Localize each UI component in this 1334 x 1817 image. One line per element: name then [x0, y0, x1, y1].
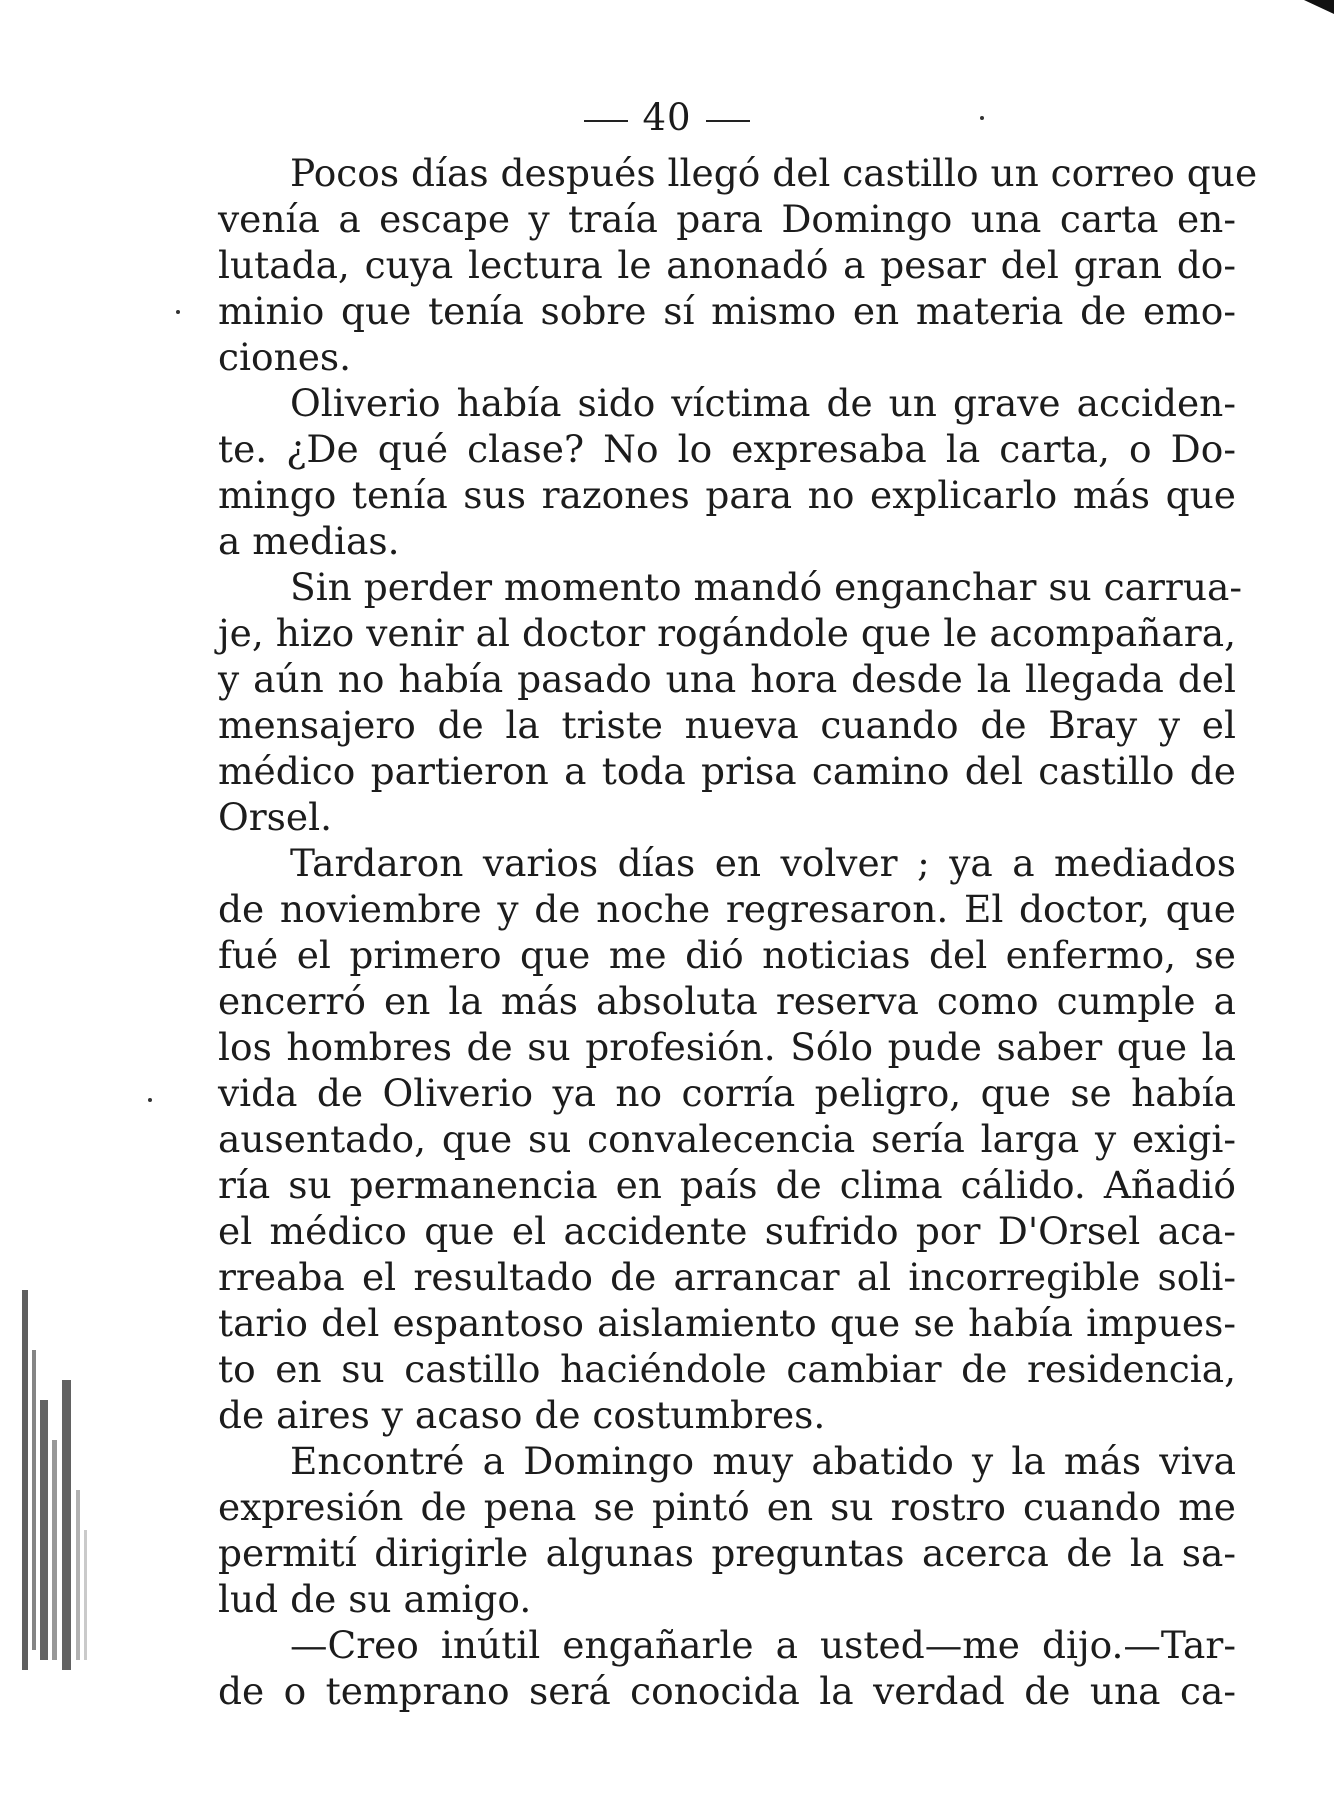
page-number-value: 40: [642, 96, 692, 139]
text-line: mensajero de la triste nueva cuando de Bray y el: [218, 703, 1236, 747]
paragraph: [218, 1438, 1236, 1622]
text-line: Orsel.: [218, 795, 333, 839]
text-line: lutada, cuya lectura le anonadó a pesar del gran do-: [218, 243, 1236, 287]
text-line: el médico que el accidente sufrido por D'Orsel aca-: [218, 1209, 1236, 1253]
text-line: te. ¿De qué clase? No lo expresaba la carta, o Do-: [218, 427, 1236, 471]
text-line: Encontré a Domingo muy abatido y la más viva: [290, 1439, 1236, 1483]
text-line: tario del espantoso aislamiento que se había impues-: [218, 1301, 1236, 1345]
scan-speck: [176, 310, 180, 314]
text-line: médico partieron a toda prisa camino del castillo de: [218, 749, 1236, 793]
text-line: de o temprano será conocida la verdad de una ca-: [218, 1669, 1236, 1713]
scan-corner-mark: [1304, 0, 1334, 14]
paragraph: [218, 840, 1236, 1438]
scan-speck: [148, 1098, 152, 1102]
text-line: minio que tenía sobre sí mismo en materia de emo-: [218, 289, 1236, 333]
text-line: Sin perder momento mandó enganchar su carrua-: [290, 565, 1243, 609]
page-number: [0, 96, 1334, 139]
text-line: rreaba el resultado de arrancar al incorregible soli-: [218, 1255, 1236, 1299]
text-line: fué el primero que me dió noticias del enfermo, se: [218, 933, 1236, 977]
text-line: encerró en la más absoluta reserva como cumple a: [218, 979, 1236, 1023]
paragraph: [218, 564, 1243, 840]
text-line: ría su permanencia en país de clima cálido. Añadió: [218, 1163, 1236, 1207]
text-line: ausentado, que su convalecencia sería larga y exigi-: [218, 1117, 1236, 1161]
page-number-dash-right: [706, 120, 750, 122]
scan-gutter-shadow: [18, 1290, 98, 1670]
text-line: Oliverio había sido víctima de un grave acciden-: [290, 381, 1236, 425]
text-line: los hombres de su profesión. Sólo pude saber que la: [218, 1025, 1236, 1069]
paragraph: [218, 1622, 1236, 1714]
text-line: to en su castillo haciéndole cambiar de residencia,: [218, 1347, 1236, 1391]
text-line: Tardaron varios días en volver ; ya a mediados: [290, 841, 1236, 885]
paragraph: [218, 380, 1236, 564]
text-line: expresión de pena se pintó en su rostro cuando me: [218, 1485, 1236, 1529]
body-text: [218, 150, 1258, 1714]
text-line: Pocos días después llegó del castillo un correo que: [290, 151, 1258, 195]
text-line: —Creo inútil engañarle a usted—me dijo.—Tar-: [290, 1623, 1236, 1667]
text-line: de aires y acaso de costumbres.: [218, 1393, 826, 1437]
text-line: y aún no había pasado una hora desde la llegada del: [218, 657, 1236, 701]
page-number-dash-left: [584, 120, 628, 122]
text-line: vida de Oliverio ya no corría peligro, que se había: [218, 1071, 1236, 1115]
text-line: ciones.: [218, 335, 352, 379]
text-line: venía a escape y traía para Domingo una carta en-: [218, 197, 1236, 241]
text-line: mingo tenía sus razones para no explicarlo más que: [218, 473, 1236, 517]
text-line: a medias.: [218, 519, 400, 563]
text-line: de noviembre y de noche regresaron. El doctor, que: [218, 887, 1236, 931]
text-line: je, hizo venir al doctor rogándole que le acompañara,: [218, 611, 1236, 655]
paragraph: [218, 150, 1258, 380]
text-line: permití dirigirle algunas preguntas acerca de la sa-: [218, 1531, 1236, 1575]
text-line: lud de su amigo.: [218, 1577, 532, 1621]
